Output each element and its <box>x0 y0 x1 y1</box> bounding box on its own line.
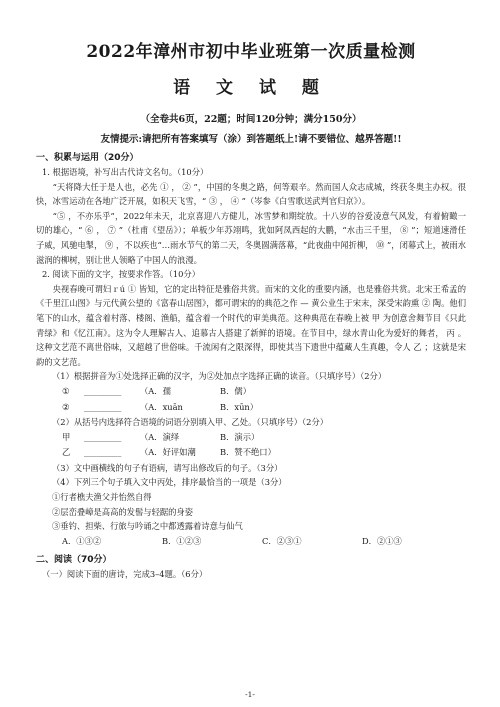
q2-stem: 2. 阅读下面的文字，按要求作答。（10分） <box>42 269 201 280</box>
option-a: A．①③② <box>62 535 102 546</box>
section-2-heading: 二、阅读（70分） <box>36 555 112 566</box>
sentence-3: ③垂钓、担柴、行旅与吟诵之中都透露着诗意与仙气 <box>52 521 243 532</box>
page-number: -1- <box>245 690 255 699</box>
q2-sub-4: （4）下列三个句子填入文中丙处，排序最恰当的一项是（3分） <box>52 477 287 488</box>
q1-stem: 1. 根据语境，补写出古代诗文名句。（10分） <box>42 167 209 177</box>
q2-sub-2-row-1: 甲 _________ （A．演绎 B．演示） <box>36 430 466 446</box>
exam-tip: 友情提示:请把所有答案填写（涂）到答题纸上!请不要错位、越界答题!! <box>100 134 402 145</box>
answer-blank: _________ <box>84 385 122 396</box>
sentence-1: ①行者樵夫渔父并怡然自得 <box>52 492 152 503</box>
exam-meta: （全卷共6页，22题；时间120分钟；满分150分） <box>140 114 362 125</box>
q2-passage: 央视春晚可谓妇ｒú ① 皆知，它的定出特征是雅俗共赏。而宋的文化的重要内涵，也是雅俗共赏。北宋王希孟的《千里江山图》与元代黄公望的《富春山居图》，都可谓宋的的典范之作 — 黄公业生于宋末，深受宋韵熏 ② 陶。他们笔下的山水，蕴含着村落、楼阁、渔船，蕴含着一个时代的审美典范。这种典范在春晚上被 甲 为创意舍舞节目《只此青绿》和《忆江南》。这为令人理解古人、追慕古人搭建了新鲜的语境。在节目中，绿水青山化为爱好的舞者， 丙 。这种文艺范不离世俗味，又超越了世俗味。千流闲有之限深得，即使其当下遗世中蕴藏人生真趣，令人 乙 ；这就是宋韵的文艺范。 <box>36 283 466 367</box>
section-1-heading: 一、积累与运用（20分） <box>36 153 139 163</box>
section-2-part-1: （一）阅读下面的唐诗，完成3–4题。（6分） <box>42 569 208 580</box>
q2-sub-3: （3）文中画横线的句子有语病，请写出修改后的句子。（3分） <box>52 462 283 473</box>
option-d: D．②①③ <box>362 535 402 546</box>
q1-para-1: “天将降大任于是人也，必先 ① ， ② ”，中国的冬奥之路，何等艰辛。然而国人众志成城，终获冬奥主办权。很快，冰雪运动在各地广泛开展，如积天飞雪，“ ③ ， ④ ”（岑参《白雪歌送武判官归京》）。 <box>36 181 466 207</box>
q2-sub-2-row-2: 乙 _________ （A．好评如潮 B．赞不绝口） <box>36 445 466 461</box>
q2-sub-1-row-2: ② _________ （A．xuān B．xūn） <box>36 400 466 416</box>
answer-blank: _________ <box>84 447 122 458</box>
answer-blank: _________ <box>84 401 122 412</box>
q1-para-2: “⑤ ，不亦乐乎”，2022年未天，北京喜迎八方健儿，冰雪梦和期绽放。十八岁的谷爱凌意气风发，有着俯瞰一切的雄心，“ ⑥ ， ⑦ ”（杜甫《望岳》）；单板少年苏翊鸣，犹如阿凤西起的大鹏，“水击三千里， ⑧ ”；短道速滑任子威，风驰电掣， ⑨ ，不以疾也“…雨水节气的第二天，冬奥圆满落幕，“此夜曲中闻折柳， ⑩ ”，闭幕式上，被雨水滋润的柳树，别让世人领略了中国人的浪漫。 <box>36 210 466 265</box>
exam-subject: 语 文 试 题 <box>173 78 329 98</box>
q2-sub-1: （1）根据拼音为①处选择正确的汉字，为②处加点字选择正确的读音。（只填序号）（2分） <box>52 371 387 382</box>
option-c: C．②③① <box>262 535 302 546</box>
sentence-2: ②层峦叠嶂是高高的发髻与轻踞的身姿 <box>52 506 194 517</box>
q2-sub-1-row-1: ① _________ （A．孺 B．儒） <box>36 384 466 400</box>
q2-sub-2: （2）从括号内选择符合语境的词语分别填入甲、乙处。（只填序号）（2分） <box>52 417 329 428</box>
answer-options <box>36 534 466 550</box>
answer-blank: _________ <box>84 431 122 442</box>
option-b: B．①②③ <box>162 535 202 546</box>
exam-title: 2022年漳州市初中毕业班第一次质量检测 <box>86 42 416 62</box>
